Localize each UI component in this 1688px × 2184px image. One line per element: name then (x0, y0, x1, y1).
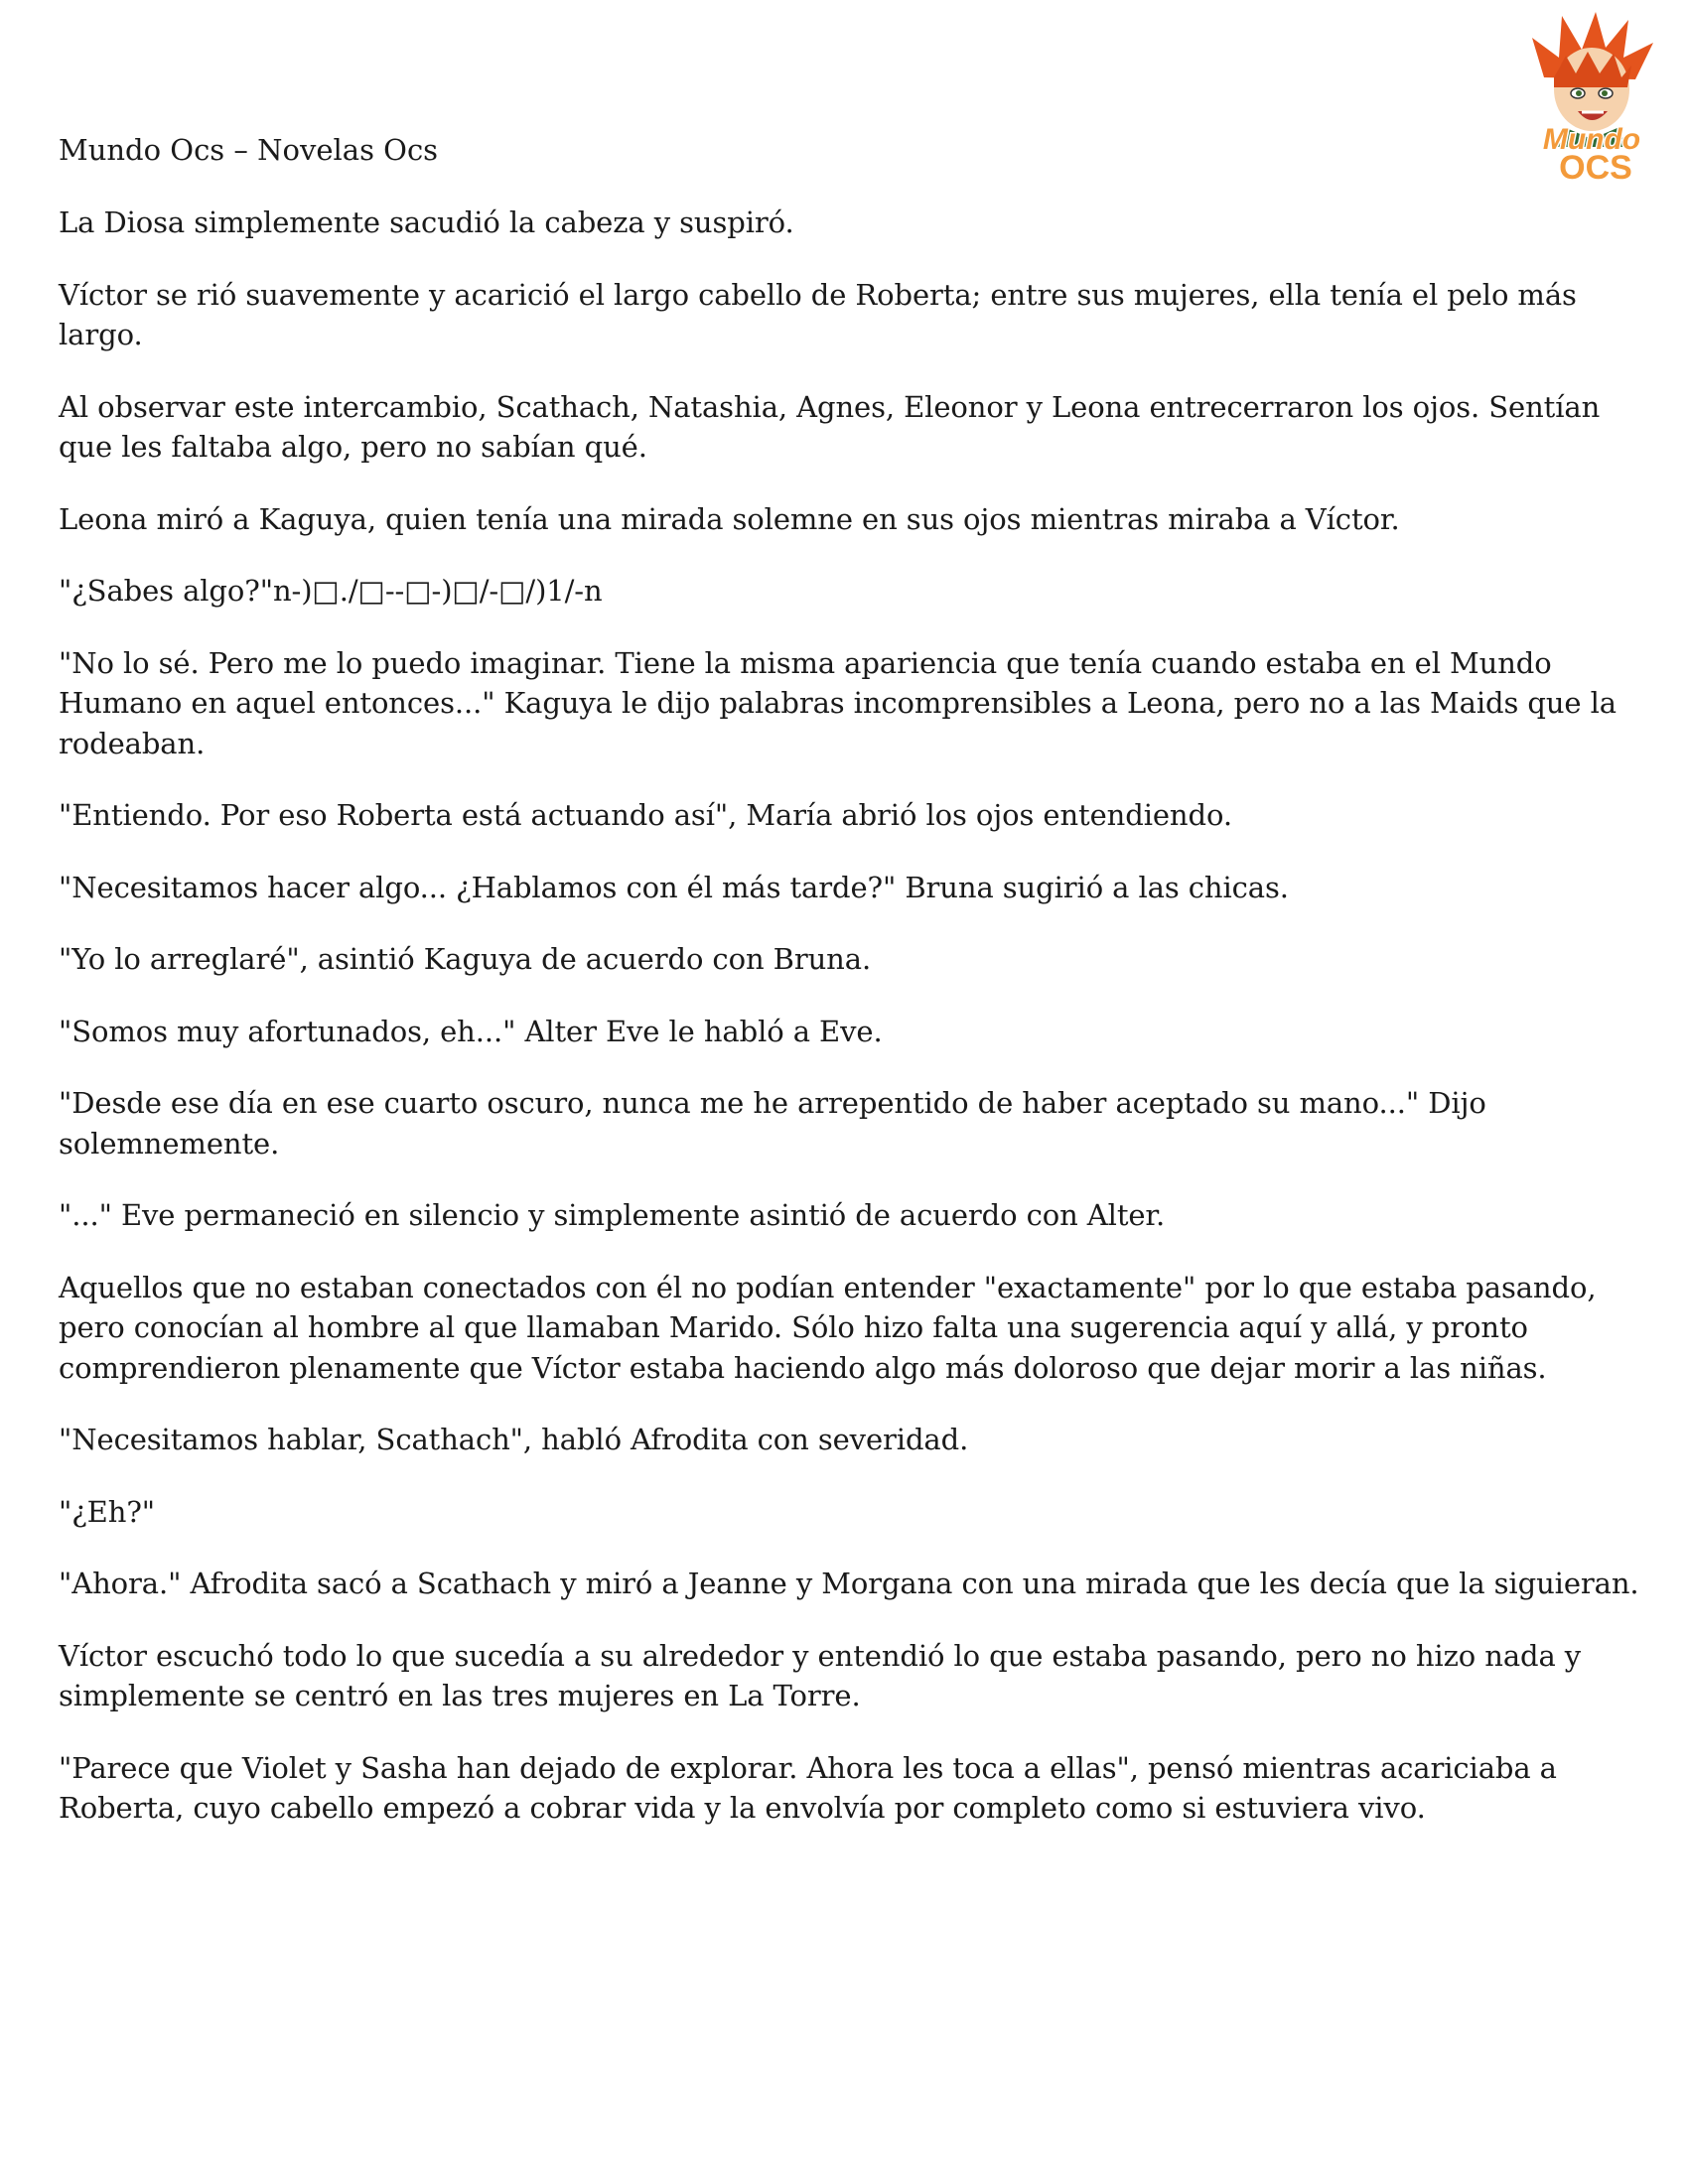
mundo-ocs-logo (1504, 8, 1678, 187)
paragraph: "Parece que Violet y Sasha han dejado de explorar. Ahora les toca a ellas", pensó mientras acariciaba a Roberta, cuyo cabello empezó a cobrar vida y la envolvía por completo como si estuviera vivo. (59, 1750, 1557, 1825)
document-header: Mundo Ocs – Novelas Ocs (59, 133, 439, 167)
logo-mascot-image (1504, 8, 1678, 187)
paragraph: "Entiendo. Por eso Roberta está actuando así", María abrió los ojos entendiendo. (59, 798, 1232, 832)
paragraph: Leona miró a Kaguya, quien tenía una mirada solemne en sus ojos mientras miraba a Víctor. (59, 501, 1400, 536)
paragraph: "Somos muy afortunados, eh..." Alter Eve le habló a Eve. (59, 1014, 883, 1048)
paragraph: Víctor escuchó todo lo que sucedía a su alrededor y entendió lo que estaba pasando, pero no hizo nada y simplemente se centró en las tres mujeres en La Torre. (59, 1638, 1582, 1712)
document-body (59, 203, 1647, 1860)
logo-text-line1: Mundo (1542, 123, 1641, 156)
paragraph: "¿Sabes algo?"n-)□./□--□-)□/-□/)1/-n (59, 574, 603, 608)
paragraph: "Necesitamos hacer algo... ¿Hablamos con él más tarde?" Bruna sugirió a las chicas. (59, 870, 1289, 904)
paragraph: "No lo sé. Pero me lo puedo imaginar. Tiene la misma apariencia que tenía cuando estaba en el Mundo Humano en aquel entonces..." Kaguya le dijo palabras incomprensibles a Leona, pero no a las Maids que la rodeaban. (59, 645, 1617, 760)
paragraph: La Diosa simplemente sacudió la cabeza y suspiró. (59, 205, 794, 239)
paragraph: Aquellos que no estaban conectados con él no podían entender "exactamente" por lo que estaba pasando, pero conocían al hombre al que llamaban Marido. Sólo hizo falta una sugerencia aquí y allá, y pronto comprendieron plenamente que Víctor estaba haciendo algo más doloroso que dejar morir a las niñas. (59, 1270, 1597, 1385)
paragraph: "Ahora." Afrodita sacó a Scathach y miró a Jeanne y Morgana con una mirada que les decía que la siguieran. (59, 1567, 1639, 1600)
paragraph: "Necesitamos hablar, Scathach", habló Afrodita con severidad. (59, 1423, 969, 1456)
paragraph: Víctor se rió suavemente y acarició el largo cabello de Roberta; entre sus mujeres, ella tenía el pelo más largo. (59, 277, 1577, 351)
paragraph: "¿Eh?" (59, 1494, 156, 1529)
paragraph: "..." Eve permaneció en silencio y simplemente asintió de acuerdo con Alter. (59, 1198, 1166, 1232)
paragraph: Al observar este intercambio, Scathach, Natashia, Agnes, Eleonor y Leona entrecerraron los ojos. Sentían que les faltaba algo, pero no sabían qué. (59, 389, 1601, 464)
logo-text-line2: OCS (1559, 149, 1632, 187)
paragraph: "Yo lo arreglaré", asintió Kaguya de acuerdo con Bruna. (59, 942, 872, 976)
paragraph: "Desde ese día en ese cuarto oscuro, nunca me he arrepentido de haber aceptado su mano..." Dijo solemnemente. (59, 1086, 1486, 1160)
